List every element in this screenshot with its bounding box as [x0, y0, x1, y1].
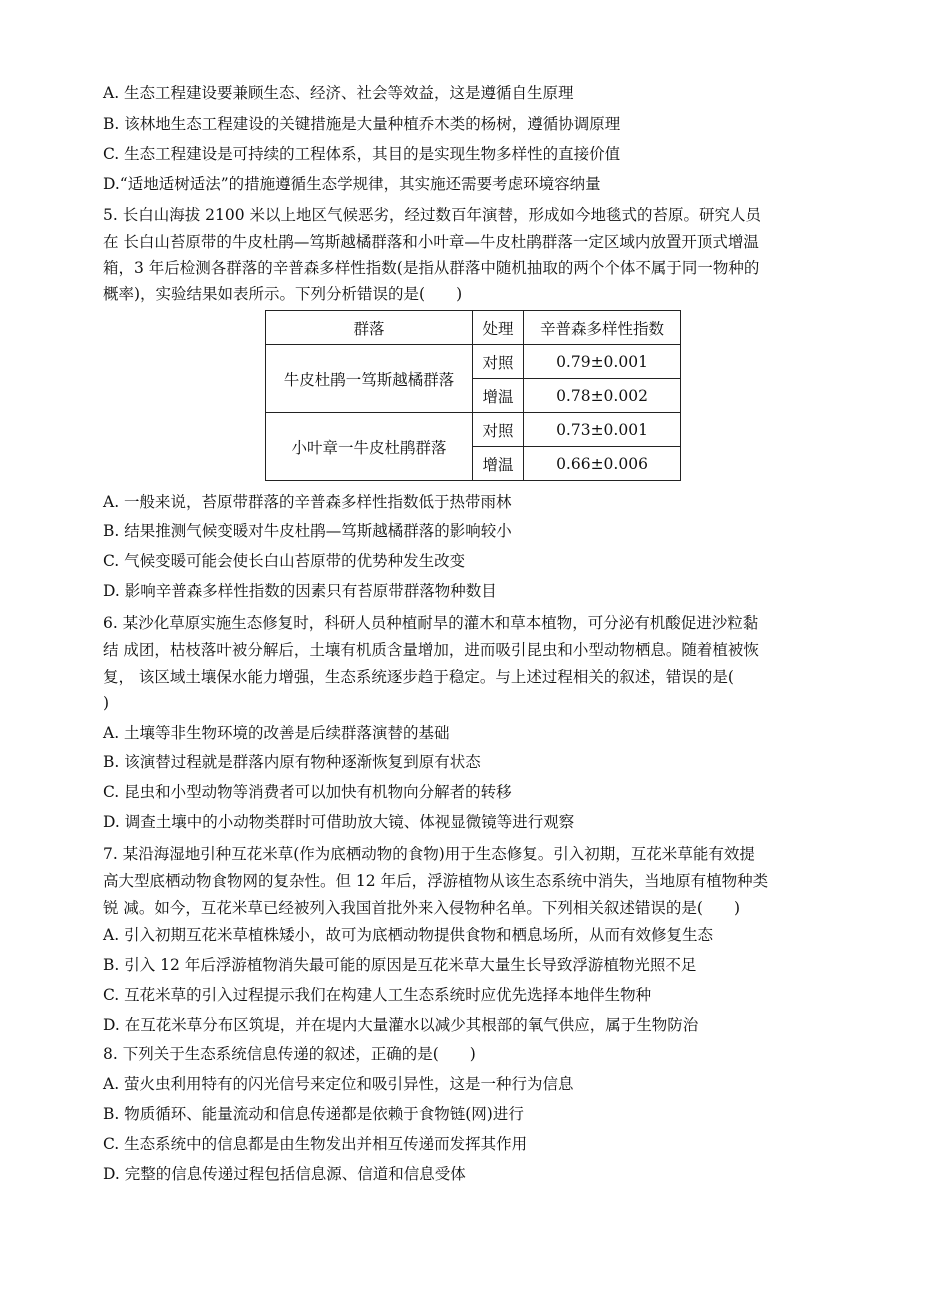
- q6-stem-line: 结 成团，枯枝落叶被分解后，土壤有机质含量增加，进而吸引昆虫和小型动物栖息。随着植被恢: [103, 641, 759, 659]
- q4-option-b: B. 该林地生态工程建设的关键措施是大量种植乔木类的杨树，遵循协调原理: [103, 115, 621, 133]
- index-cell: 0.73±0.001: [524, 413, 681, 447]
- q4-option-c: C. 生态工程建设是可持续的工程体系，其目的是实现生物多样性的直接价值: [103, 145, 621, 163]
- table-row: [266, 345, 681, 379]
- q7-stem-line: 高大型底栖动物食物网的复杂性。但 12 年后，浮游植物从该生态系统中消失，当地原有植物种类: [103, 872, 769, 890]
- treatment-cell: 增温: [473, 379, 524, 413]
- q5-stem-line: 5. 长白山海拔 2100 米以上地区气候恶劣，经过数百年演替，形成如今地毯式的苔原。研究人员: [103, 206, 762, 224]
- community-name: 牛皮杜鹃一笃斯越橘群落: [266, 345, 473, 413]
- q7-option-b: B. 引入 12 年后浮游植物消失最可能的原因是互花米草大量生长导致浮游植物光照不足: [103, 956, 697, 974]
- q6-option-a: A. 土壤等非生物环境的改善是后续群落演替的基础: [103, 724, 450, 742]
- treatment-cell: 对照: [473, 413, 524, 447]
- q7-option-d: D. 在互花米草分布区筑堤，并在堤内大量灌水以减少其根部的氧气供应，属于生物防治: [103, 1016, 699, 1034]
- q8-stem-line: 8. 下列关于生态系统信息传递的叙述，正确的是( ): [103, 1045, 476, 1063]
- q5-option-c: C. 气候变暖可能会使长白山苔原带的优势种发生改变: [103, 552, 466, 570]
- q5-option-b: B. 结果推测气候变暖对牛皮杜鹃—笃斯越橘群落的影响较小: [103, 522, 512, 540]
- q4-option-d: D.“适地适树适法”的措施遵循生态学规律，其实施还需要考虑环境容纳量: [103, 175, 601, 193]
- q8-option-b: B. 物质循环、能量流动和信息传递都是依赖于食物链(网)进行: [103, 1105, 524, 1123]
- q4-option-a: A. 生态工程建设要兼顾生态、经济、社会等效益，这是遵循自生原理: [103, 84, 574, 102]
- header-treatment: 处理: [473, 311, 524, 345]
- community-name: 小叶章一牛皮杜鹃群落: [266, 413, 473, 481]
- q5-stem-line: 箱，3 年后检测各群落的辛普森多样性指数(是指从群落中随机抽取的两个个体不属于同一物种的: [103, 259, 760, 277]
- q6-option-b: B. 该演替过程就是群落内原有物种逐渐恢复到原有状态: [103, 753, 481, 771]
- q5-option-a: A. 一般来说，苔原带群落的辛普森多样性指数低于热带雨林: [103, 493, 512, 511]
- header-index: 辛普森多样性指数: [524, 311, 681, 345]
- q6-option-d: D. 调查土壤中的小动物类群时可借助放大镜、体视显微镜等进行观察: [103, 813, 575, 831]
- q7-stem-line: 锐 减。如今，互花米草已经被列入我国首批外来入侵物种名单。下列相关叙述错误的是( ): [103, 899, 741, 917]
- treatment-cell: 增温: [473, 447, 524, 481]
- q6-stem-line: ): [103, 694, 110, 712]
- q6-stem-line: 复， 该区域土壤保水能力增强，生态系统逐步趋于稳定。与上述过程相关的叙述，错误的是(: [103, 668, 734, 686]
- simpson-index-table: [265, 310, 681, 481]
- q8-option-a: A. 萤火虫利用特有的闪光信号来定位和吸引异性，这是一种行为信息: [103, 1075, 574, 1093]
- q6-option-c: C. 昆虫和小型动物等消费者可以加快有机物向分解者的转移: [103, 783, 512, 801]
- q7-option-c: C. 互花米草的引入过程提示我们在构建人工生态系统时应优先选择本地伴生物种: [103, 986, 652, 1004]
- q6-stem-line: 6. 某沙化草原实施生态修复时，科研人员种植耐旱的灌木和草本植物，可分泌有机酸促进沙粒黏: [103, 614, 759, 632]
- index-cell: 0.66±0.006: [524, 447, 681, 481]
- q5-stem-line: 在 长白山苔原带的牛皮杜鹃—笃斯越橘群落和小叶章—牛皮杜鹃群落一定区域内放置开顶式增温: [103, 233, 759, 251]
- index-cell: 0.78±0.002: [524, 379, 681, 413]
- table-header-row: [266, 311, 681, 345]
- q8-option-d: D. 完整的信息传递过程包括信息源、信道和信息受体: [103, 1165, 466, 1183]
- q5-stem-line: 概率)，实验结果如表所示。下列分析错误的是( ): [103, 285, 463, 303]
- q7-stem-line: 7. 某沿海湿地引种互花米草(作为底栖动物的食物)用于生态修复。引入初期，互花米草能有效提: [103, 845, 755, 863]
- q7-option-a: A. 引入初期互花米草植株矮小，故可为底栖动物提供食物和栖息场所，从而有效修复生态: [103, 926, 714, 944]
- q8-option-c: C. 生态系统中的信息都是由生物发出并相互传递而发挥其作用: [103, 1135, 528, 1153]
- table-row: [266, 413, 681, 447]
- header-community: 群落: [266, 311, 473, 345]
- treatment-cell: 对照: [473, 345, 524, 379]
- q5-option-d: D. 影响辛普森多样性指数的因素只有苔原带群落物种数目: [103, 582, 497, 600]
- index-cell: 0.79±0.001: [524, 345, 681, 379]
